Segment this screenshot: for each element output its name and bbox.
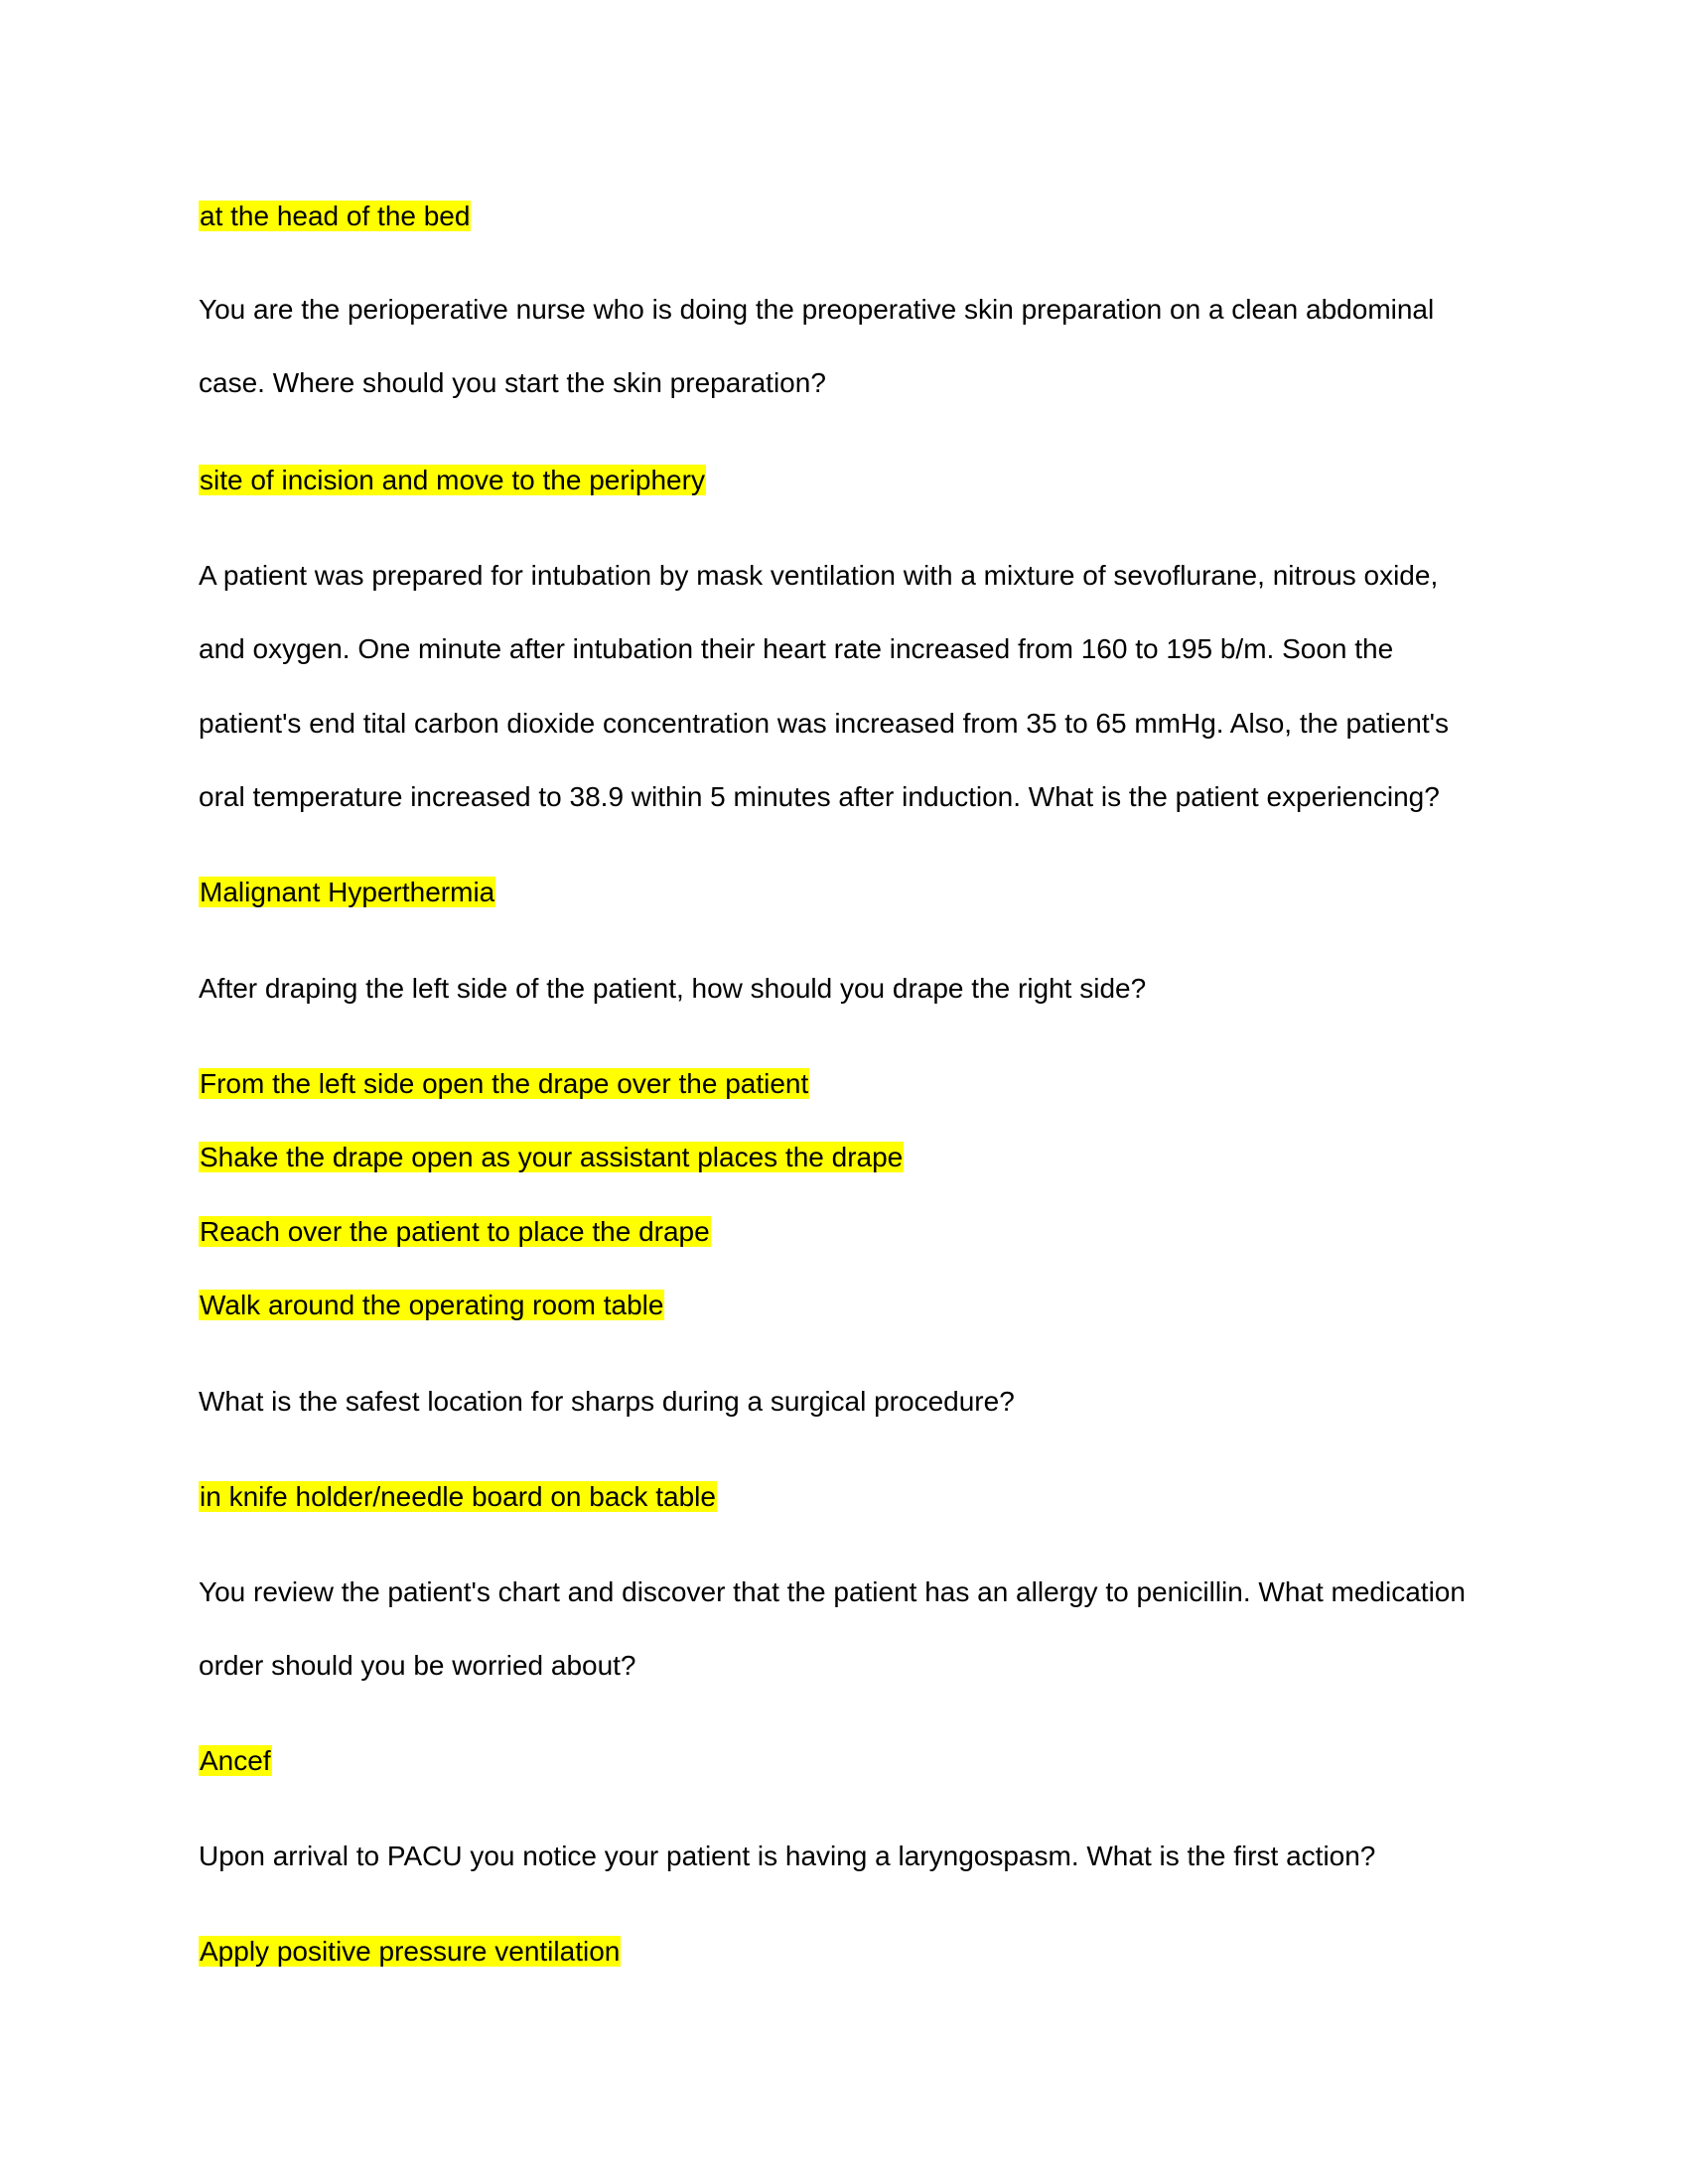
question-line: After draping the left side of the patient, how should you drape the right side?: [199, 973, 1147, 1004]
answer-line: [199, 461, 706, 500]
answer-line: [199, 873, 495, 912]
highlighted-answer: Malignant Hyperthermia: [200, 877, 495, 907]
question-line: patient's end tital carbon dioxide concentration was increased from 35 to 65 mmHg. Also, the patient's: [199, 708, 1449, 739]
answer-line: [199, 1212, 711, 1252]
highlighted-answer: in knife holder/needle board on back table: [200, 1481, 716, 1512]
highlighted-answer: site of incision and move to the periphery: [200, 465, 705, 495]
highlighted-answer: Shake the drape open as your assistant places the drape: [200, 1142, 904, 1172]
answer-line: [199, 1477, 717, 1517]
highlighted-answer: Walk around the operating room table: [200, 1290, 664, 1320]
highlighted-answer: Apply positive pressure ventilation: [200, 1936, 621, 1967]
answer-line: [199, 1932, 621, 1972]
question-line: You review the patient's chart and discover that the patient has an allergy to penicillin. What medication: [199, 1576, 1466, 1607]
question-line: A patient was prepared for intubation by mask ventilation with a mixture of sevoflurane, nitrous oxide,: [199, 560, 1439, 591]
answer-line: [199, 1286, 664, 1325]
question-line: oral temperature increased to 38.9 within 5 minutes after induction. What is the patient experiencing?: [199, 781, 1440, 812]
highlighted-answer: Ancef: [200, 1745, 271, 1776]
question-line: What is the safest location for sharps during a surgical procedure?: [199, 1386, 1015, 1417]
answer-line: [199, 1741, 272, 1781]
highlighted-answer: at the head of the bed: [200, 201, 471, 231]
answer-line: [199, 197, 471, 236]
question-line: order should you be worried about?: [199, 1650, 636, 1681]
highlighted-answer: From the left side open the drape over the patient: [200, 1068, 809, 1099]
question-line: and oxygen. One minute after intubation their heart rate increased from 160 to 195 b/m. Soon the: [199, 633, 1394, 664]
highlighted-answer: Reach over the patient to place the drape: [200, 1216, 710, 1247]
answer-line: [199, 1064, 809, 1104]
question-line: case. Where should you start the skin preparation?: [199, 367, 826, 398]
question-line: Upon arrival to PACU you notice your patient is having a laryngospasm. What is the first action?: [199, 1841, 1376, 1871]
answer-line: [199, 1138, 904, 1177]
question-line: You are the perioperative nurse who is doing the preoperative skin preparation on a clean abdominal: [199, 294, 1435, 325]
